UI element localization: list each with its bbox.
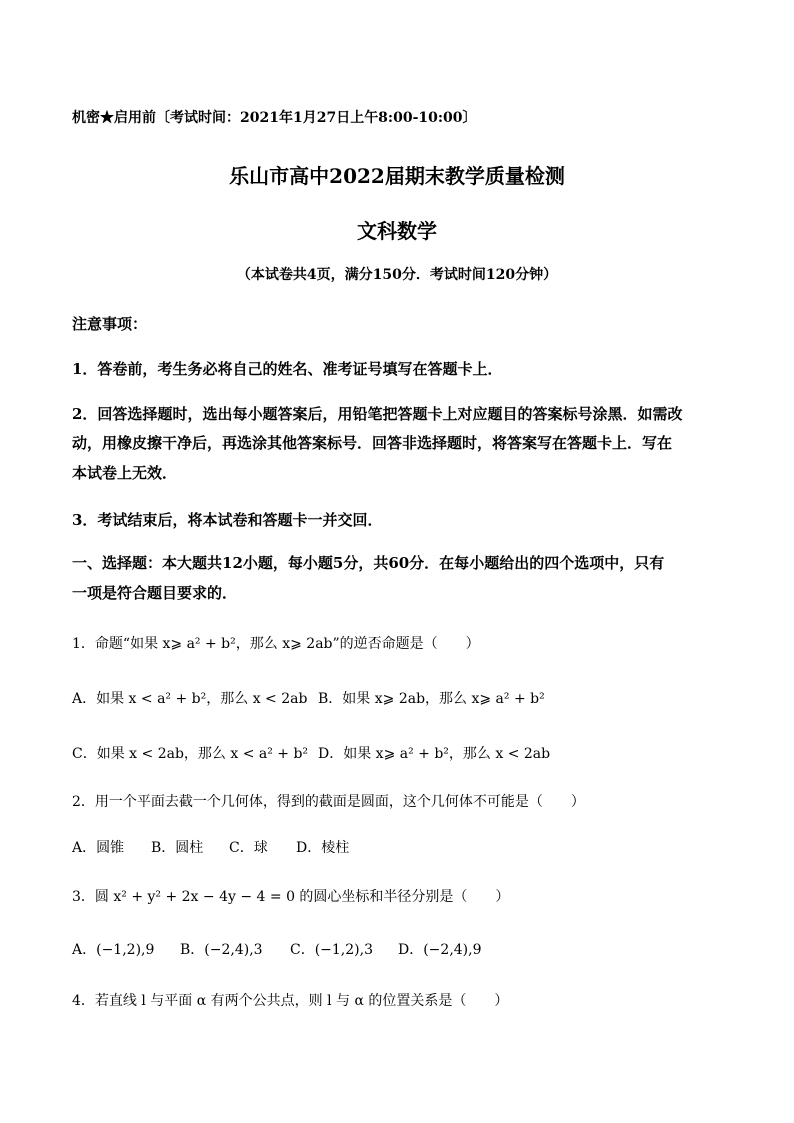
- notes-item-2-line-2: 动，用橡皮擦干净后，再选涂其他答案标号．回答非选择题时，将答案写在答题卡上．写在: [72, 434, 673, 452]
- question-4-stem: 4．若直线 l 与平面 α 有两个公共点，则 l 与 α 的位置关系是（ ）: [72, 993, 509, 1009]
- exam-title: 乐山市高中2022届期末教学质量检测: [229, 164, 565, 188]
- question-1-option-c: C．如果 x < 2ab，那么 x < a² + b²: [72, 746, 309, 762]
- question-3-stem: 3．圆 x² + y² + 2x − 4y − 4 = 0 的圆心坐标和半径分别是（ ）: [72, 889, 510, 905]
- question-1-option-a: A．如果 x < a² + b²，那么 x < 2ab: [72, 691, 308, 707]
- question-1-option-b: B．如果 x⩾ 2ab，那么 x⩾ a² + b²: [318, 691, 545, 707]
- question-2-stem: 2．用一个平面去截一个几何体，得到的截面是圆面，这个几何体不可能是（ ）: [72, 794, 585, 810]
- notes-heading: 注意事项：: [72, 315, 148, 333]
- question-3-option-a: A．(−1,2),9: [72, 942, 155, 958]
- question-3-option-c: C．(−1,2),3: [290, 942, 373, 958]
- question-2-option-c: C．球: [229, 840, 268, 856]
- question-3-option-d: D．(−2,4),9: [398, 942, 482, 958]
- section-1-line-2: 一项是符合题目要求的．: [72, 584, 238, 602]
- question-1-option-d: D．如果 x⩾ a² + b²，那么 x < 2ab: [318, 746, 551, 762]
- section-1-line-1: 一、选择题：本大题共12小题，每小题5分，共60分．在每小题给出的四个选项中，只有: [72, 554, 665, 572]
- notes-item-2-line-1: 2．回答选择题时，选出每小题答案后，用铅笔把答题卡上对应题目的答案标号涂黑．如需改: [72, 405, 683, 423]
- confidential-header: 机密★启用前〔考试时间：2021年1月27日上午8:00-10:00〕: [72, 110, 477, 126]
- notes-item-1: 1．答卷前，考生务必将自己的姓名、准考证号填写在答题卡上．: [72, 360, 503, 378]
- question-2-option-b: B．圆柱: [151, 840, 204, 856]
- question-3-option-b: B．(−2,4),3: [180, 942, 263, 958]
- notes-item-3: 3．考试结束后，将本试卷和答题卡一并交回．: [72, 511, 383, 529]
- exam-info: （本试卷共4页，满分150分．考试时间120分钟）: [236, 267, 558, 283]
- question-2-option-a: A．圆锥: [72, 840, 125, 856]
- notes-item-2-line-3: 本试卷上无效．: [72, 464, 178, 482]
- exam-subject: 文科数学: [357, 219, 437, 243]
- question-1-stem: 1．命题“如果 x⩾ a² + b²，那么 x⩾ 2ab”的逆否命题是（ ）: [72, 636, 480, 652]
- question-2-option-d: D．棱柱: [296, 840, 350, 856]
